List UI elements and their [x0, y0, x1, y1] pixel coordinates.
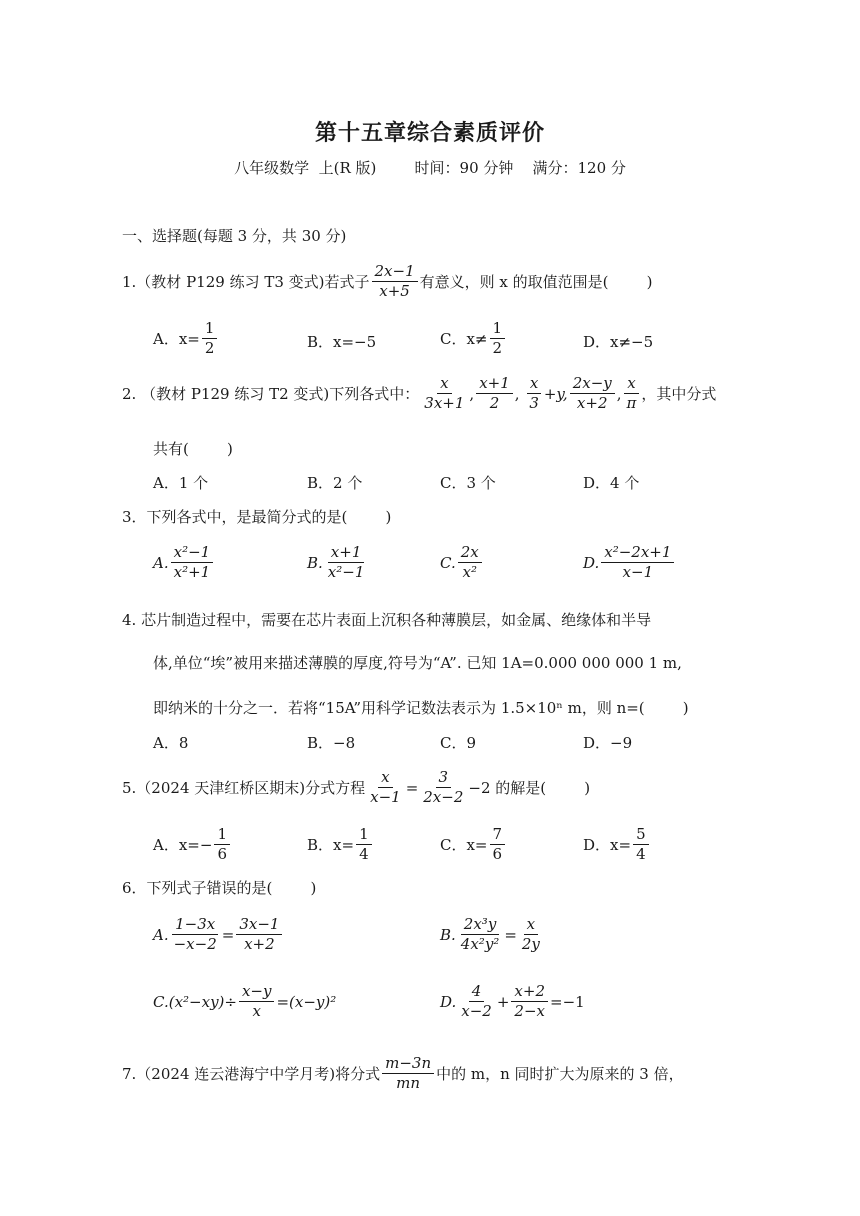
q2-f5-den: π	[626, 394, 637, 413]
q5-a-num: 1	[214, 826, 230, 845]
q3-c-num: 2x	[458, 544, 482, 563]
q1-frac-num: 2x−1	[372, 263, 418, 282]
q2-comma-2: ,	[514, 384, 525, 403]
q6-option-d[interactable]	[440, 983, 585, 1021]
q6-b-f1-num: 2x³y	[461, 916, 500, 935]
q2-frac-5	[624, 375, 640, 413]
q6-a-label: A.	[153, 925, 169, 944]
q1-fraction	[372, 263, 418, 301]
question-6-stem: 6．下列式子错误的是( )	[122, 879, 317, 897]
q2-stem-c: 共有( )	[153, 440, 233, 458]
q3-b-label: B.	[307, 553, 323, 572]
q2-option-c[interactable]: C．3 个	[440, 474, 496, 492]
q3-c-label: C.	[440, 553, 456, 572]
q6-d-f2-den: 2−x	[514, 1002, 545, 1021]
q2-frac-2	[476, 375, 513, 413]
question-7-stem	[122, 1055, 684, 1093]
q5-b-label: B．x=	[307, 836, 355, 855]
q5-d-label: D．x=	[583, 836, 632, 855]
q5-f1-den: x−1	[370, 788, 401, 807]
q5-d-fraction	[633, 826, 649, 864]
q1-a-den: 2	[204, 339, 215, 358]
q1-a-label: A．x=	[153, 330, 200, 349]
q1-option-a[interactable]	[153, 320, 219, 358]
q4-line-1: 4. 芯片制造过程中，需要在芯片表面上沉积各种薄膜层，如金属、绝缘体和半导	[122, 611, 652, 629]
q2-stem-b: ，其中分式	[641, 385, 717, 404]
q7-stem-a: 7.（2024 连云港海宁中学月考)将分式	[122, 1065, 381, 1084]
q5-c-label: C．x=	[440, 836, 488, 855]
q1-option-b[interactable]: B．x=−5	[307, 333, 377, 351]
page-subtitle: 八年级数学 上(R 版) 时间：90 分钟 满分：120 分	[234, 159, 626, 177]
q5-equals: =	[405, 778, 419, 797]
question-3-stem: 3．下列各式中，是最简分式的是( )	[122, 508, 392, 526]
q2-f1-num: x	[437, 375, 451, 394]
q6-b-equals: =	[504, 925, 517, 944]
q1-option-d[interactable]: D．x≠−5	[583, 333, 654, 351]
question-2-stem	[122, 375, 716, 413]
q5-f1-num: x	[378, 769, 392, 788]
q7-fraction	[382, 1055, 434, 1093]
q6-d-f1-num: 4	[469, 983, 485, 1002]
q1-c-fraction	[490, 320, 506, 358]
q6-a-fraction-2	[236, 916, 282, 954]
q6-d-tail: =−1	[550, 992, 585, 1011]
q1-stem-b: 有意义，则 x 的取值范围是( )	[419, 273, 653, 292]
q5-d-den: 4	[636, 845, 646, 864]
q6-a-equals: =	[221, 925, 235, 944]
q5-d-num: 5	[633, 826, 649, 845]
q1-c-num: 1	[490, 320, 506, 339]
q2-f3-num: x	[527, 375, 541, 394]
q5-option-d[interactable]	[583, 826, 651, 864]
q6-a-f2-den: x+2	[244, 935, 275, 954]
q7-frac-num: m−3n	[382, 1055, 434, 1074]
q3-c-fraction	[458, 544, 482, 582]
q2-f3-den: 3	[529, 394, 539, 413]
q5-f2-num: 3	[436, 769, 452, 788]
q3-a-den: x²+1	[173, 563, 211, 582]
q6-a-f1-den: −x−2	[173, 935, 217, 954]
q6-b-f2-den: 2y	[521, 935, 540, 954]
q2-frac-3	[526, 375, 542, 413]
q6-option-c[interactable]	[153, 983, 336, 1021]
q2-f2-den: 2	[489, 394, 500, 413]
q2-f1-den: 3x+1	[424, 394, 465, 413]
q6-b-f1-den: 4x²y²	[460, 935, 500, 954]
q6-c-label: C.	[153, 992, 169, 1011]
q1-option-c[interactable]	[440, 320, 507, 358]
q6-d-fraction-1	[458, 983, 495, 1021]
q3-option-a[interactable]	[153, 544, 215, 582]
q4-option-d[interactable]: D．−9	[583, 734, 633, 752]
q6-b-label: B.	[440, 925, 456, 944]
q5-a-label: A．x=−	[153, 836, 213, 855]
q5-stem-b: −2 的解是( )	[468, 779, 591, 798]
q4-option-c[interactable]: C．9	[440, 734, 477, 752]
q6-c-tail: =(x−y)²	[276, 992, 337, 1011]
q6-c-fraction	[239, 983, 275, 1021]
q5-c-num: 7	[490, 826, 506, 845]
q2-stem-a: 2. （教材 P129 练习 T2 变式)下列各式中：	[122, 385, 420, 404]
q4-option-b[interactable]: B．−8	[307, 734, 356, 752]
q3-d-fraction	[601, 544, 674, 582]
section-heading: 一、选择题(每题 3 分，共 30 分)	[122, 227, 347, 245]
q2-comma-1: ,	[469, 384, 475, 403]
q3-b-fraction	[325, 544, 368, 582]
q1-c-den: 2	[492, 339, 503, 358]
q2-f3-tail: +y,	[543, 384, 568, 403]
q3-option-b[interactable]	[307, 544, 369, 582]
q6-a-fraction-1	[171, 916, 220, 954]
q2-option-a[interactable]: A．1 个	[153, 474, 209, 492]
page-title: 第十五章综合素质评价	[314, 121, 545, 146]
q5-a-den: 6	[217, 845, 227, 864]
q2-f4-num: 2x−y	[570, 375, 615, 394]
q6-d-f2-num: x+2	[511, 983, 548, 1002]
q2-f2-num: x+1	[476, 375, 513, 394]
q5-option-b[interactable]	[307, 826, 374, 864]
q5-option-c[interactable]	[440, 826, 507, 864]
q5-stem-a: 5.（2024 天津红桥区期末)分式方程	[122, 779, 366, 798]
q3-d-label: D.	[583, 553, 600, 572]
q5-frac-1	[367, 769, 404, 807]
q5-b-den: 4	[359, 845, 369, 864]
q5-f2-den: 2x−2	[423, 788, 464, 807]
question-1-stem	[122, 263, 653, 301]
q3-b-den: x²−1	[327, 563, 365, 582]
q1-c-label: C．x≠	[440, 330, 488, 349]
q4-line-3: 即纳米的十分之一．若将“15A”用科学记数法表示为 1.5×10ⁿ m，则 n=( )	[153, 699, 689, 717]
q6-d-fraction-2	[511, 983, 548, 1021]
q6-option-a[interactable]	[153, 916, 284, 954]
q3-c-den: x²	[462, 563, 477, 582]
q7-frac-den: mn	[396, 1074, 421, 1093]
q1-a-fraction	[202, 320, 218, 358]
q5-frac-2	[420, 769, 466, 807]
question-5-stem	[122, 769, 590, 807]
q4-option-a[interactable]: A．8	[153, 734, 189, 752]
q3-option-c[interactable]	[440, 544, 484, 582]
q3-a-label: A.	[153, 553, 169, 572]
q5-a-fraction	[214, 826, 230, 864]
q2-frac-1	[421, 375, 467, 413]
q5-b-num: 1	[356, 826, 372, 845]
q6-b-fraction-1	[458, 916, 503, 954]
q2-option-b[interactable]: B．2 个	[307, 474, 363, 492]
q6-b-f2-num: x	[524, 916, 538, 935]
q3-b-num: x+1	[328, 544, 365, 563]
q3-d-num: x²−2x+1	[601, 544, 674, 563]
q5-b-fraction	[356, 826, 372, 864]
q1-frac-den: x+5	[379, 282, 410, 301]
q2-f5-num: x	[624, 375, 638, 394]
q6-a-f1-num: 1−3x	[172, 916, 218, 935]
q6-a-f2-num: 3x−1	[236, 916, 282, 935]
q6-b-fraction-2	[519, 916, 543, 954]
q5-c-fraction	[490, 826, 506, 864]
q2-frac-4	[570, 375, 615, 413]
q2-option-d[interactable]: D．4 个	[583, 474, 640, 492]
q2-f4-den: x+2	[576, 394, 608, 413]
q3-option-d[interactable]	[583, 544, 676, 582]
q3-a-num: x²−1	[171, 544, 214, 563]
q6-c-lead: (x²−xy)÷	[168, 992, 237, 1011]
q3-a-fraction	[171, 544, 214, 582]
q4-line-2: 体,单位“埃”被用来描述薄膜的厚度,符号为“A”. 已知 1A=0.000 000 000 1 m,	[153, 654, 682, 672]
q5-option-a[interactable]	[153, 826, 232, 864]
q6-d-f1-den: x−2	[461, 1002, 492, 1021]
q5-c-den: 6	[492, 845, 503, 864]
q3-d-den: x−1	[622, 563, 654, 582]
q7-stem-b: 中的 m，n 同时扩大为原来的 3 倍，	[436, 1065, 684, 1084]
q6-c-f-den: x	[252, 1002, 261, 1021]
q2-comma-3: ,	[616, 384, 622, 403]
q1-a-num: 1	[202, 320, 218, 339]
q6-c-f-num: x−y	[239, 983, 275, 1002]
q1-stem-a: 1.（教材 P129 练习 T3 变式)若式子	[122, 273, 370, 292]
q6-option-b[interactable]	[440, 916, 545, 954]
q6-d-label: D.	[440, 992, 457, 1011]
q6-d-plus: +	[496, 992, 510, 1011]
